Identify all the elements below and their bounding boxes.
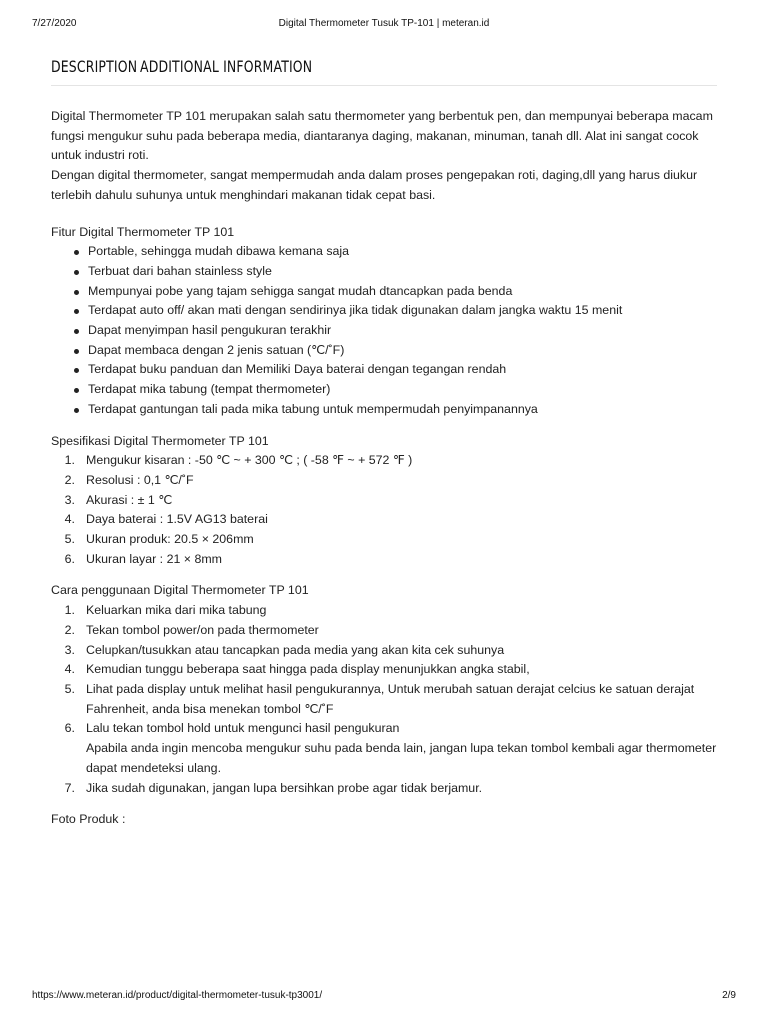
item-text: Ukuran produk: 20.5 × 206mm — [86, 532, 254, 547]
item-text: Kemudian tunggu beberapa saat hingga pada display menunjukkan angka stabil, — [86, 662, 530, 677]
item-number: 5. — [64, 532, 75, 547]
list-item: Terdapat buku panduan dan Memiliki Daya baterai dengan tegangan rendah — [71, 360, 723, 380]
item-number: 4. — [64, 512, 75, 527]
list-item — [64, 471, 723, 491]
print-date: 7/27/2020 — [32, 18, 77, 29]
list-item: Terdapat mika tabung (tempat thermometer) — [71, 380, 723, 400]
item-number: 5. — [64, 681, 75, 696]
list-item — [64, 530, 723, 550]
item-number: 1. — [64, 603, 75, 618]
tab-description[interactable]: DESCRIPTION — [51, 57, 138, 76]
features-heading: Fitur Digital Thermometer TP 101 — [51, 224, 235, 239]
list-item: Terdapat auto off/ akan mati dengan sendirinya jika tidak digunakan dalam jangka waktu 15 menit — [71, 301, 723, 321]
list-item — [64, 719, 723, 778]
page-number: 2/9 — [722, 990, 736, 1001]
list-item — [64, 510, 723, 530]
item-text: Akurasi : ± 1 ℃ — [86, 492, 173, 507]
specs-list — [64, 451, 723, 569]
features-list — [71, 242, 723, 419]
intro-paragraph: Dengan digital thermometer, sangat mempermudah anda dalam proses pengepakan roti, daging,dll yang harus diukur terlebih dahulu suhunya untuk menghindari makanan tidak cepat basi. — [51, 168, 698, 202]
item-number: 2. — [64, 472, 75, 487]
item-number: 6. — [64, 721, 75, 736]
specs-heading: Spesifikasi Digital Thermometer TP 101 — [51, 433, 269, 448]
item-number: 2. — [64, 622, 75, 637]
item-number: 1. — [64, 453, 75, 468]
list-item: Terbuat dari bahan stainless style — [71, 262, 723, 282]
item-number: 7. — [64, 780, 75, 795]
photo-label: Foto Produk : — [51, 812, 126, 827]
list-item: Dapat menyimpan hasil pengukuran terakhir — [71, 321, 723, 341]
item-text: Keluarkan mika dari mika tabung — [86, 603, 267, 618]
list-item: Terdapat gantungan tali pada mika tabung untuk mempermudah penyimpanannya — [71, 400, 723, 420]
item-text: Lalu tekan tombol hold untuk mengunci hasil pengukuran — [86, 721, 400, 736]
list-item — [64, 550, 723, 570]
list-item — [64, 601, 723, 621]
list-item: Portable, sehingga mudah dibawa kemana saja — [71, 242, 723, 262]
item-number: 4. — [64, 662, 75, 677]
list-item — [64, 779, 723, 799]
list-item — [64, 680, 723, 719]
list-item — [64, 641, 723, 661]
print-url: https://www.meteran.id/product/digital-thermometer-tusuk-tp3001/ — [32, 990, 323, 1001]
description-content — [51, 107, 723, 830]
usage-list — [64, 601, 723, 798]
list-item: Dapat membaca dengan 2 jenis satuan (℃/˚F) — [71, 341, 723, 361]
item-text: Resolusi : 0,1 ℃/˚F — [86, 472, 194, 487]
item-text: Lihat pada display untuk melihat hasil pengukurannya, Untuk merubah satuan derajat celcius ke satuan derajat Fahrenheit, anda bisa menekan tombol ℃/˚F — [86, 681, 695, 716]
item-text: Jika sudah digunakan, jangan lupa bersihkan probe agar tidak berjamur. — [86, 780, 483, 795]
list-item: Mempunyai pobe yang tajam sehigga sangat mudah dtancapkan pada benda — [71, 282, 723, 302]
item-note: Apabila anda ingin mencoba mengukur suhu pada benda lain, jangan lupa tekan tombol kembali agar thermometer dapat mendeteksi ulang. — [86, 741, 717, 775]
list-item — [64, 621, 723, 641]
item-text: Celupkan/tusukkan atau tancapkan pada media yang akan kita cek suhunya — [86, 642, 505, 657]
item-text: Ukuran layar : 21 × 8mm — [86, 551, 223, 566]
print-footer — [32, 990, 736, 1004]
product-tabs — [51, 56, 717, 86]
list-item — [64, 660, 723, 680]
item-text: Tekan tombol power/on pada thermometer — [86, 622, 319, 637]
list-item — [64, 451, 723, 471]
tab-additional-information[interactable]: ADDITIONAL INFORMATION — [139, 57, 312, 76]
item-text: Mengukur kisaran : -50 ℃ ~ + 300 ℃ ; ( -58 ℉ ~ + 572 ℉ ) — [86, 453, 413, 468]
list-item — [64, 491, 723, 511]
intro-text — [51, 107, 723, 206]
item-number: 3. — [64, 492, 75, 507]
usage-heading: Cara penggunaan Digital Thermometer TP 101 — [51, 583, 309, 598]
intro-paragraph: Digital Thermometer TP 101 merupakan salah satu thermometer yang berbentuk pen, dan mempunyai beberapa macam fungsi mengukur suhu pada beberapa media, diantaranya daging, makanan, minuman, tanah dll. Alat ini sangat cocok untuk industri roti. — [51, 109, 713, 163]
print-page-title: Digital Thermometer Tusuk TP-101 | meteran.id — [278, 18, 490, 29]
item-number: 6. — [64, 551, 75, 566]
item-text: Daya baterai : 1.5V AG13 baterai — [86, 512, 268, 527]
item-number: 3. — [64, 642, 75, 657]
print-header — [32, 18, 736, 32]
